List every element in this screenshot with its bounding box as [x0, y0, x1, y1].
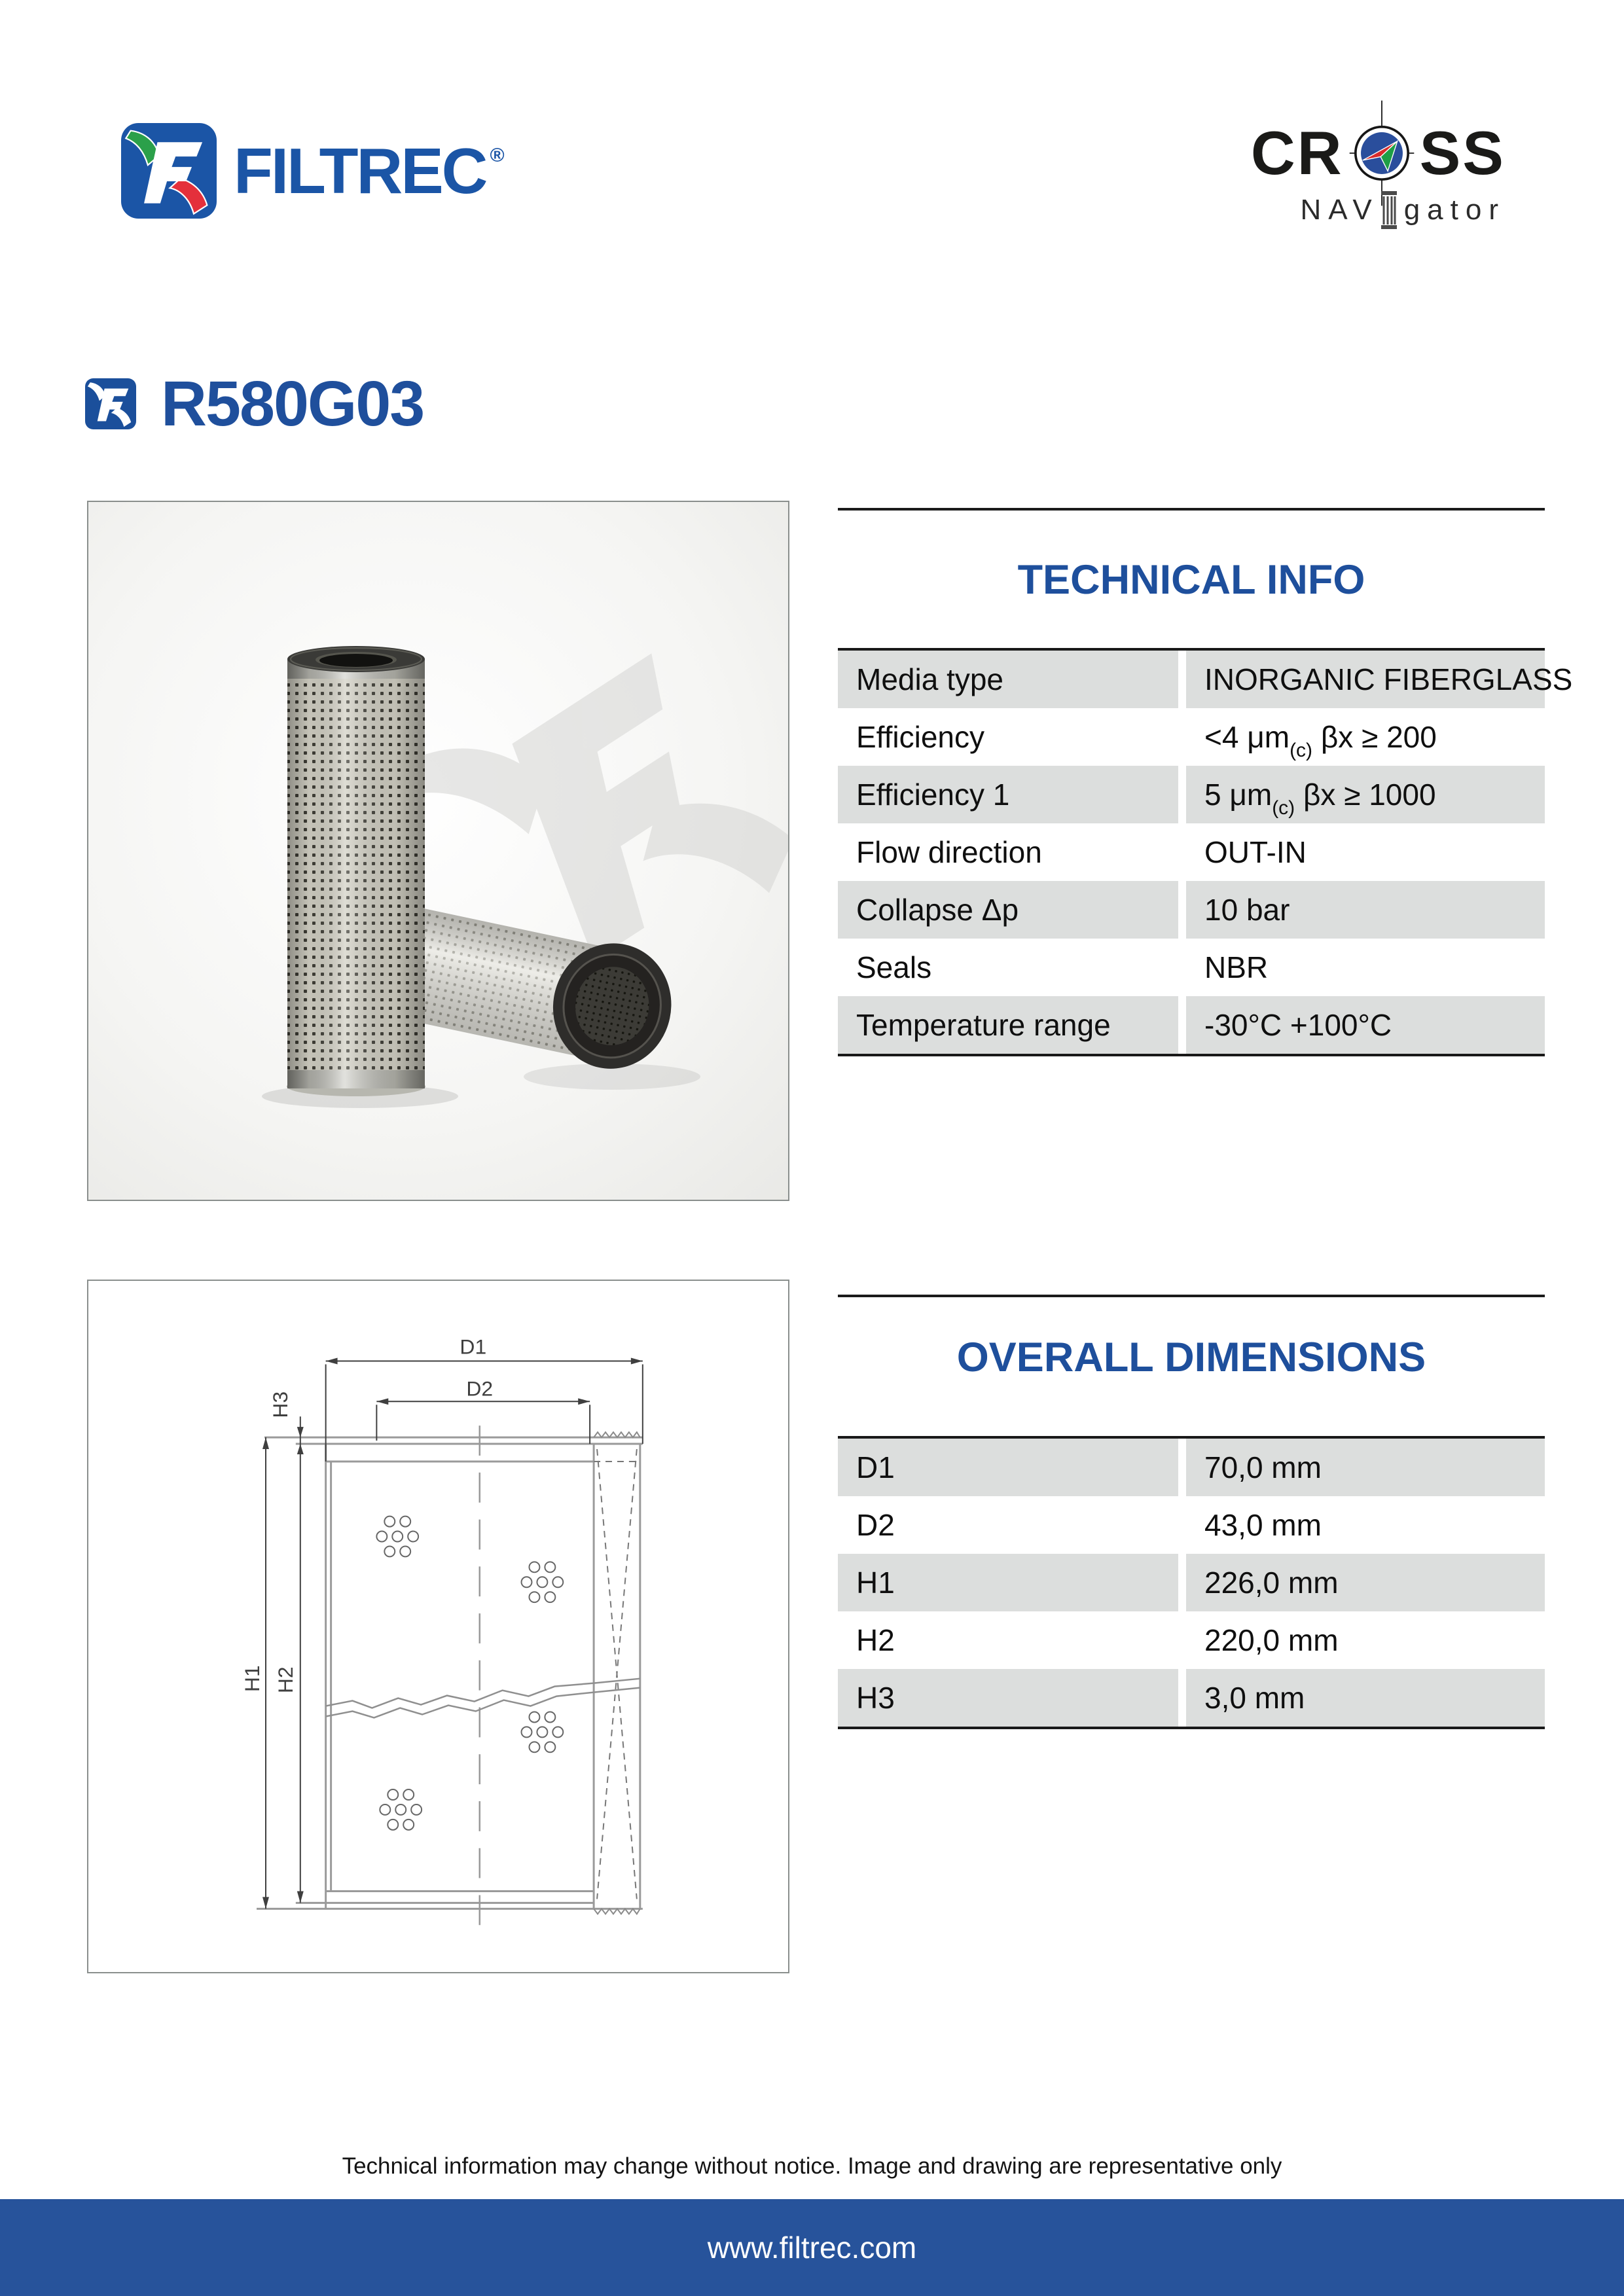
cross-navigator-logo: [1218, 117, 1506, 229]
table-row-value: 43,0 mm: [1186, 1496, 1545, 1554]
dims-section-title: OVERALL DIMENSIONS: [956, 1335, 1426, 1380]
table-row-label: Collapse Δp: [838, 881, 1178, 939]
table-row-value: 70,0 mm: [1186, 1439, 1545, 1496]
column-icon: [1380, 191, 1398, 229]
tech-section-rule: [838, 508, 1545, 511]
cross-text-right: SS: [1419, 118, 1506, 187]
drawing-label-d1: D1: [460, 1335, 487, 1359]
product-photo: [88, 502, 788, 1200]
overall-dimensions-table: [838, 1436, 1545, 1729]
tech-section-title: TECHNICAL INFO: [1017, 557, 1365, 603]
dims-section-rule: [838, 1295, 1545, 1297]
technical-info-table: [838, 648, 1573, 1056]
table-row-label: Flow direction: [838, 823, 1178, 881]
product-photo-panel: [87, 501, 789, 1201]
drawing-label-d2: D2: [466, 1376, 494, 1401]
table-row-value: INORGANIC FIBERGLASS: [1186, 651, 1545, 708]
table-row-value: NBR: [1186, 939, 1545, 996]
table-row-value: 5 $\mu m_{(c)}$ βx ≥ 1000: [1186, 766, 1545, 823]
table-row-value: -30°C +100°C: [1186, 996, 1545, 1054]
table-row-label: Media type: [838, 651, 1178, 708]
technical-drawing-panel: [87, 1280, 789, 1973]
gator-text: gator: [1403, 194, 1506, 226]
table-row-value: <4 $\mu m_{(c)}$ βx ≥ 200: [1186, 708, 1545, 766]
table-row-label: Seals: [838, 939, 1178, 996]
table-row-label: H2: [838, 1611, 1178, 1669]
registered-mark: ®: [490, 145, 505, 166]
table-row-label: D2: [838, 1496, 1178, 1554]
table-row-label: H3: [838, 1669, 1178, 1727]
website-link[interactable]: www.filtrec.com: [707, 2231, 917, 2265]
table-row-value: OUT-IN: [1186, 823, 1545, 881]
product-code: R580G03: [161, 368, 424, 439]
table-row-value: 220,0 mm: [1186, 1611, 1545, 1669]
cross-wordline: [1251, 117, 1506, 190]
product-title-row: [85, 368, 424, 439]
table-row-label: Temperature range: [838, 996, 1178, 1054]
table-row-label: H1: [838, 1554, 1178, 1611]
technical-drawing: [88, 1281, 788, 1972]
product-badge-icon: [85, 378, 136, 429]
table-row-value: 10 bar: [1186, 881, 1545, 939]
table-row-value: 3,0 mm: [1186, 1669, 1545, 1727]
drawing-label-h3: H3: [268, 1391, 292, 1418]
nav-text: NAV: [1300, 194, 1379, 226]
cross-text-left: CR: [1250, 118, 1344, 187]
filtrec-logo: [121, 123, 505, 219]
disclaimer-text: Technical information may change without notice. Image and drawing are representative only: [342, 2153, 1282, 2179]
navigator-wordline: [1300, 191, 1506, 229]
table-row-label: D1: [838, 1439, 1178, 1496]
footer-bar: [0, 2199, 1624, 2296]
filtrec-wordmark: FILTREC: [234, 135, 486, 207]
drawing-label-h1: H1: [240, 1665, 264, 1693]
table-row-label: Efficiency: [838, 708, 1178, 766]
filtrec-logo-icon: [121, 123, 217, 219]
standing-filter-cartridge: [287, 646, 425, 1096]
table-row-value: 226,0 mm: [1186, 1554, 1545, 1611]
table-row-label: Efficiency 1: [838, 766, 1178, 823]
drawing-label-h2: H2: [273, 1666, 297, 1694]
perforation-cluster: [376, 1516, 563, 1830]
